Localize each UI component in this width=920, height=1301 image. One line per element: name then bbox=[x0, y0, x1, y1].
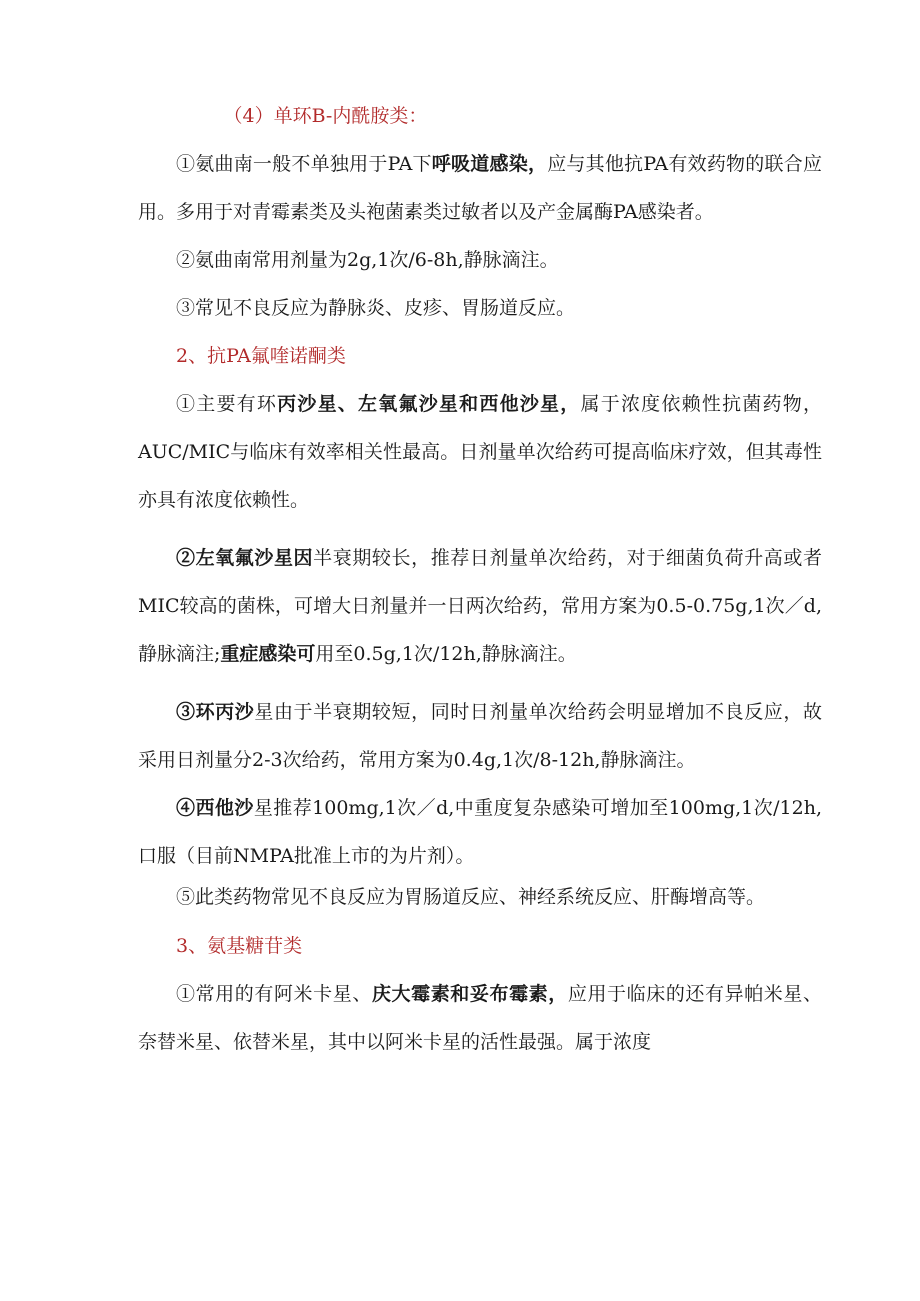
section-heading-fluoroquinolones: 2、抗PA氟喹诺酮类 bbox=[176, 345, 346, 367]
paragraph-ciprofloxacin: ③环丙沙星由于半衰期较短，同时日剂量单次给药会明显增加不良反应，故采用日剂量分2-3次给药，常用方案为0.4g,1次/8-12h,静脉滴注。 bbox=[138, 701, 822, 771]
document-page bbox=[138, 92, 822, 1066]
paragraph-fluoroquinolone-overview: ①主要有环丙沙星、左氧氟沙星和西他沙星，属于浓度依赖性抗菌药物，AUC/MIC与临床有效率相关性最高。日剂量单次给药可提高临床疗效，但其毒性亦具有浓度依赖性。 bbox=[138, 393, 822, 511]
paragraph-sitafloxacin: ④西他沙星推荐100mg,1次／d,中重度复杂感染可增加至100mg,1次/12h,口服（目前NMPA批准上市的为片剂）。 bbox=[138, 797, 822, 867]
paragraph-aztreonam-dose: ②氨曲南常用剂量为2g,1次/6-8h,静脉滴注。 bbox=[176, 249, 559, 271]
section-heading-aminoglycosides: 3、氨基糖苷类 bbox=[176, 935, 303, 957]
paragraph-aztreonam-use: ①氨曲南一般不单独用于PA下呼吸道感染，应与其他抗PA有效药物的联合应用。多用于对青霉素类及头袍菌素类过敏者以及产金属酶PA感染者。 bbox=[138, 153, 822, 223]
paragraph-aminoglycoside-overview: ①常用的有阿米卡星、庆大霉素和妥布霉素，应用于临床的还有异帕米星、奈替米星、依替米星，其中以阿米卡星的活性最强。属于浓度 bbox=[138, 983, 822, 1053]
section-heading-monobactam: （4）单环B-内酰胺类： bbox=[223, 105, 428, 127]
paragraph-aztreonam-adverse: ③常见不良反应为静脉炎、皮疹、胃肠道反应。 bbox=[176, 297, 576, 319]
paragraph-levofloxacin: ②左氧氟沙星因半衰期较长，推荐日剂量单次给药，对于细菌负荷升高或者MIC较高的菌株，可增大日剂量并一日两次给药，常用方案为0.5-0.75g,1次／d,静脉滴注;重症感染可用至0.5g,1次/12h,静脉滴注。 bbox=[138, 547, 822, 665]
paragraph-fluoroquinolone-adverse: ⑤此类药物常见不良反应为胃肠道反应、神经系统反应、肝酶增高等。 bbox=[176, 886, 766, 908]
